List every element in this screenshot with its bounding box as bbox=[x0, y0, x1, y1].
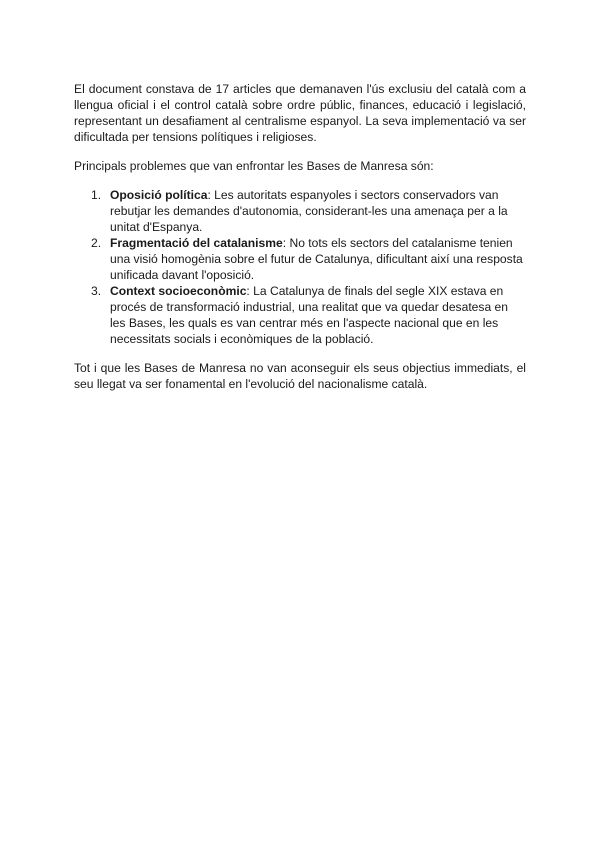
list-item bbox=[74, 283, 526, 347]
list-item-number: 3. bbox=[91, 284, 102, 298]
intro-paragraph: El document constava de 17 articles que demanaven l'ús exclusiu del català com a llengua oficial i el control català sobre ordre públic, finances, educació i legislació, representant un desafiament al centralisme espanyol. La seva implementació va ser dificultada per tensions polítiques i religioses. bbox=[74, 82, 526, 144]
list-item-term: Context socioeconòmic bbox=[110, 284, 247, 298]
list-item-term: Oposició política bbox=[110, 188, 208, 202]
list-item bbox=[74, 187, 526, 235]
list-item-term: Fragmentació del catalanisme bbox=[110, 236, 283, 250]
list-item-number: 1. bbox=[91, 188, 102, 202]
problems-list bbox=[74, 187, 526, 347]
list-item-text: : No tots els sectors del catalanisme tenien una visió homogènia sobre el futur de Catalunya, dificultant així una resposta unificada davant l'oposició. bbox=[110, 236, 523, 282]
problems-intro: Principals problemes que van enfrontar les Bases de Manresa són: bbox=[74, 159, 434, 173]
conclusion-paragraph: Tot i que les Bases de Manresa no van aconseguir els seus objectius immediats, el seu llegat va ser fonamental en l'evolució del nacionalisme català. bbox=[74, 361, 526, 391]
list-item bbox=[74, 235, 526, 283]
list-item-text: : Les autoritats espanyoles i sectors conservadors van rebutjar les demandes d'autonomia, considerant-les una amenaça per a la unitat d'Espanya. bbox=[110, 188, 508, 234]
document-page bbox=[74, 81, 526, 405]
list-item-number: 2. bbox=[91, 236, 102, 250]
list-item-text: : La Catalunya de finals del segle XIX estava en procés de transformació industrial, una realitat que va quedar desatesa en les Bases, les quals es van centrar més en l'aspecte nacional que en les necessitats socials i econòmiques de la població. bbox=[110, 284, 508, 346]
